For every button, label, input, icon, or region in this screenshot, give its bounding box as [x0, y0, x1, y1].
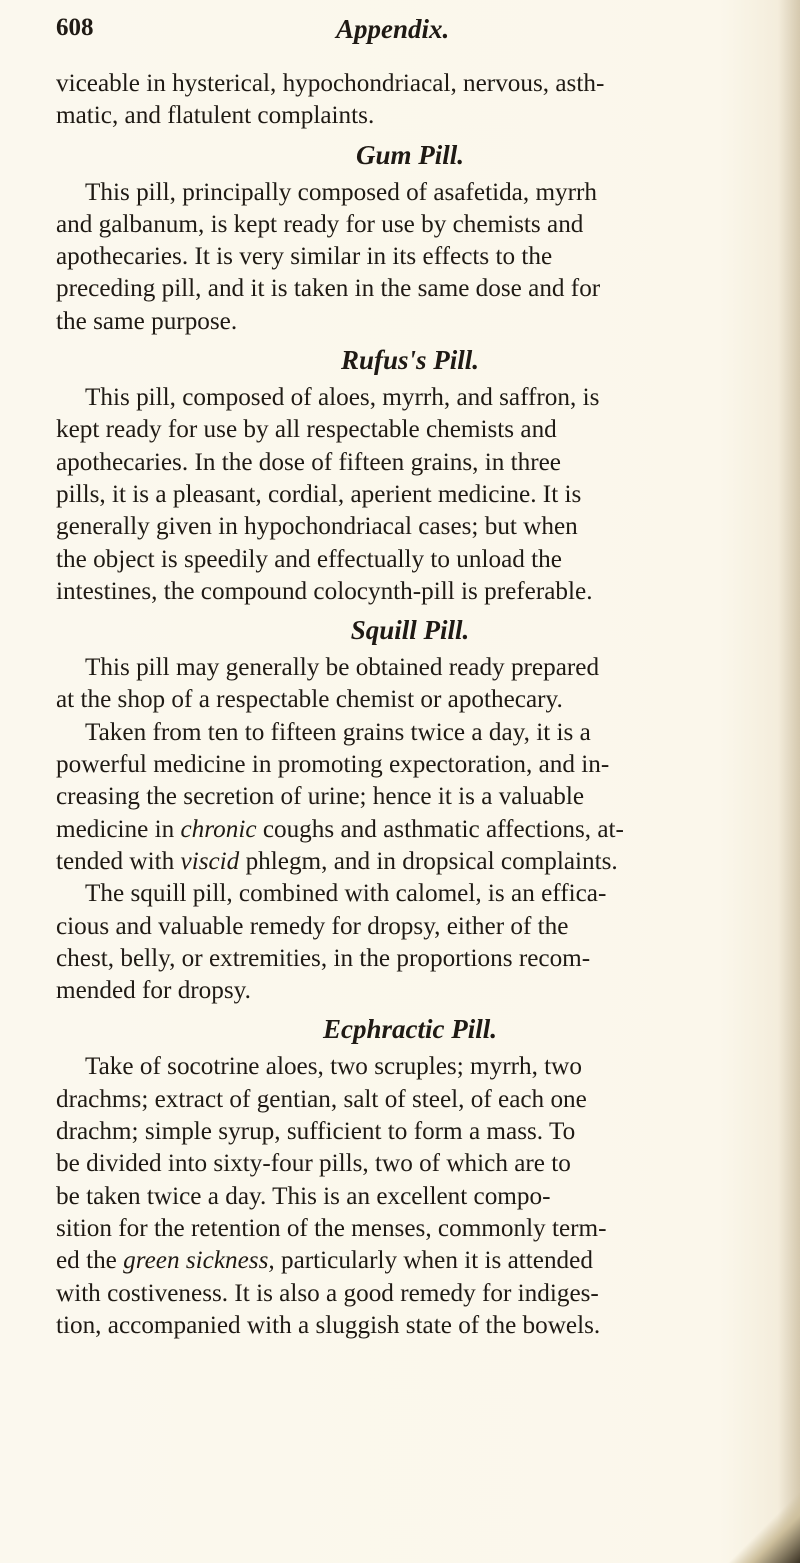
text-line: with costiveness. It is also a good remedy for indiges-: [56, 1279, 599, 1307]
text-line: creasing the secretion of urine; hence it is a valuable: [56, 783, 585, 811]
text-line: [56, 816, 624, 843]
text-line: [56, 848, 618, 875]
text-line: Take of socotrine aloes, two scruples; myrrh, two: [85, 1053, 582, 1081]
text-line: the object is speedily and effectually to unload the: [56, 545, 562, 573]
text-line: apothecaries. It is very similar in its effects to the: [56, 243, 553, 271]
section-heading-ecphractic-pill: Ecphractic Pill.: [323, 1014, 497, 1045]
text-line: intestines, the compound colocynth-pill is preferable.: [56, 577, 593, 605]
text-line: sition for the retention of the menses, commonly term-: [56, 1214, 607, 1242]
italic-term-green-sickness: green sickness,: [123, 1247, 275, 1275]
page-number: 608: [56, 14, 94, 41]
text-line: chest, belly, or extremities, in the proportions recom-: [56, 944, 591, 972]
text-line: the same purpose.: [56, 307, 238, 335]
text-line: at the shop of a respectable chemist or apothecary.: [56, 686, 563, 714]
text-line: drachm; simple syrup, sufficient to form a mass. To: [56, 1118, 576, 1146]
section-heading-rufus-pill: Rufus's Pill.: [340, 345, 480, 376]
text-line: kept ready for use by all respectable chemists and: [56, 416, 557, 444]
continuation-paragraph: [56, 68, 764, 133]
italic-term-chronic: chronic: [180, 815, 257, 843]
paragraph-squill-pill-1: [56, 652, 764, 717]
text-line: This pill, composed of aloes, myrrh, and saffron, is: [85, 384, 600, 412]
text-line: be taken twice a day. This is an excellent compo-: [56, 1182, 551, 1210]
text-fragment: medicine in: [56, 815, 181, 843]
paragraph-squill-pill-3: [56, 878, 764, 1007]
text-fragment: ed the: [56, 1247, 124, 1275]
page-corner-curl: [710, 1493, 800, 1563]
paragraph-rufus-pill: [56, 382, 764, 608]
body-text: [56, 68, 764, 1342]
text-line: preceding pill, and it is taken in the same dose and for: [56, 275, 601, 303]
text-line: powerful medicine in promoting expectoration, and in-: [56, 751, 610, 779]
section-heading-squill-pill: Squill Pill.: [350, 615, 470, 646]
text-line: tion, accompanied with a sluggish state of the bowels.: [56, 1311, 601, 1339]
text-line: This pill may generally be obtained ready prepared: [85, 654, 600, 682]
italic-term-viscid: viscid: [180, 847, 240, 875]
text-line: drachms; extract of gentian, salt of steel, of each one: [56, 1085, 587, 1113]
text-fragment: particularly when it is attended: [274, 1247, 593, 1275]
page-edge-shadow: [778, 0, 800, 1563]
running-head: Appendix.: [336, 14, 450, 44]
text-fragment: tended with: [56, 847, 181, 875]
page-header: [56, 14, 756, 54]
section-heading-gum-pill: Gum Pill.: [355, 139, 464, 170]
text-line: mended for dropsy.: [56, 977, 251, 1005]
text-line: and galbanum, is kept ready for use by chemists and: [56, 210, 584, 238]
text-fragment: coughs and asthmatic affections, at-: [256, 815, 624, 843]
text-line: generally given in hypochondriacal cases; but when: [56, 513, 578, 541]
paragraph-squill-pill-2: [56, 717, 764, 878]
text-line: [56, 1247, 593, 1274]
paragraph-ecphractic-pill: [56, 1051, 764, 1342]
text-line: The squill pill, combined with calomel, is an effica-: [85, 880, 607, 908]
text-line: matic, and flatulent complaints.: [56, 102, 375, 130]
text-line: pills, it is a pleasant, cordial, aperient medicine. It is: [56, 480, 582, 508]
text-line: cious and valuable remedy for dropsy, either of the: [56, 912, 569, 940]
paragraph-gum-pill: [56, 177, 764, 338]
text-line: Taken from ten to fifteen grains twice a day, it is a: [85, 718, 591, 746]
text-line: be divided into sixty-four pills, two of which are to: [56, 1150, 571, 1178]
text-line: apothecaries. In the dose of fifteen grains, in three: [56, 448, 561, 476]
text-fragment: phlegm, and in dropsical complaints.: [239, 847, 618, 875]
text-line: viceable in hysterical, hypochondriacal, nervous, asth-: [56, 70, 605, 97]
text-line: This pill, principally composed of asafetida, myrrh: [85, 178, 598, 206]
